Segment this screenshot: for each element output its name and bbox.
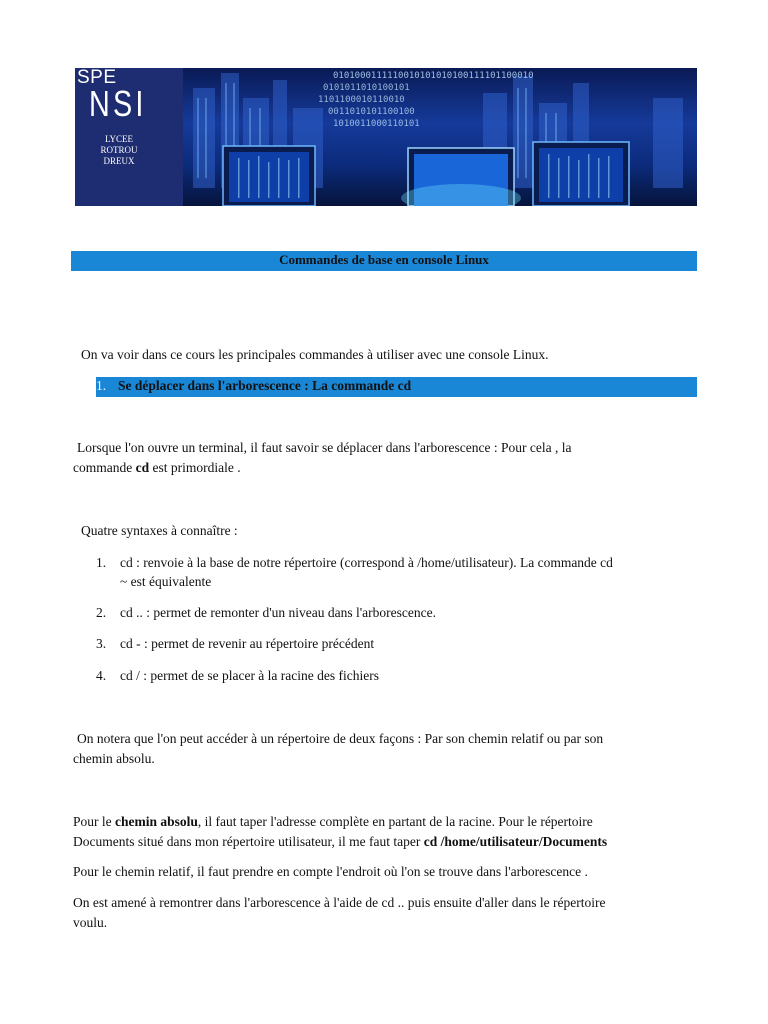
paragraph-paths — [73, 729, 603, 769]
paragraph-paths-line2: chemin absolu. — [73, 751, 155, 766]
paragraph-move-up-line2: voulu. — [73, 915, 108, 930]
text-fragment: , il faut taper l'adresse complète en partant de la racine. Pour le répertoire — [197, 814, 593, 829]
intro-paragraph: On va voir dans ce cours les principales commandes à utiliser avec une console Linux. — [81, 347, 549, 362]
section-heading-1 — [96, 377, 697, 397]
list-text: cd / : permet de se placer à la racine des fichiers — [120, 668, 379, 683]
text-fragment: commande — [73, 460, 136, 475]
list-text — [120, 553, 710, 591]
school-name-line2: DREUX — [103, 156, 135, 166]
paragraph-move-up-line1: On est amené à remontrer dans l'arborescence à l'aide de cd .. puis ensuite d'aller dans le répertoire — [73, 895, 606, 910]
document-title: Commandes de base en console Linux — [71, 251, 697, 271]
banner-city-image — [183, 68, 697, 206]
paragraph-relative-path: Pour le chemin relatif, il faut prendre en compte l'endroit où l'on se trouve dans l'arborescence . — [73, 864, 588, 879]
svg-text:0101011010100101: 0101011010100101 — [323, 83, 410, 93]
cd-command-bold: cd — [135, 460, 150, 475]
section-number: 1. — [96, 378, 107, 393]
nsi-logo — [75, 68, 183, 206]
syntax-intro: Quatre syntaxes à connaître : — [81, 523, 238, 538]
list-text: cd - : permet de revenir au répertoire précédent — [120, 636, 375, 651]
absolute-path-bold: chemin absolu — [115, 814, 198, 829]
logo-nsi-text: NSI — [89, 83, 147, 124]
paragraph-terminal-line2 — [73, 458, 571, 478]
cd-documents-command: cd /home/utilisateur/Documents — [423, 834, 608, 849]
list-number: 4. — [96, 668, 107, 683]
svg-text:0011010101100100: 0011010101100100 — [328, 107, 415, 117]
city-laptops-illustration — [183, 68, 697, 206]
text-fragment: Documents situé dans mon répertoire utilisateur, il me faut taper — [73, 834, 424, 849]
list-number: 2. — [96, 605, 107, 620]
text-fragment: est primordiale . — [149, 460, 241, 475]
list-text-line: ~ est équivalente — [120, 574, 212, 589]
svg-text:1010011000110101: 1010011000110101 — [333, 119, 420, 129]
text-fragment: Pour le — [73, 814, 115, 829]
paragraph-move-up — [73, 893, 605, 933]
section-label: Se déplacer dans l'arborescence : La commande cd — [118, 378, 412, 393]
laptop-right-icon — [533, 142, 629, 206]
header-banner — [75, 68, 697, 206]
list-number: 1. — [96, 555, 107, 570]
list-number: 3. — [96, 636, 107, 651]
logo-spe-text: SPE — [77, 68, 117, 88]
list-text-line: cd : renvoie à la base de notre répertoire (correspond à /home/utilisateur). La commande cd — [120, 555, 613, 570]
school-name — [89, 134, 149, 167]
paragraph-absolute-line1 — [73, 812, 607, 832]
paragraph-absolute-path — [73, 812, 607, 852]
paragraph-absolute-line2 — [73, 832, 607, 852]
binary-text: 0101000111110010101010100111101100010 — [333, 71, 534, 81]
svg-text:1101100010110010: 1101100010110010 — [318, 95, 405, 105]
list-text: cd .. : permet de remonter d'un niveau dans l'arborescence. — [120, 605, 436, 620]
school-name-line1: LYCEE ROTROU — [100, 134, 138, 155]
paragraph-paths-line1: On notera que l'on peut accéder à un répertoire de deux façons : Par son chemin relatif ou par son — [77, 731, 604, 746]
paragraph-terminal-line1: Lorsque l'on ouvre un terminal, il faut savoir se déplacer dans l'arborescence : Pour cela , la — [77, 440, 572, 455]
paragraph-terminal — [73, 438, 571, 478]
